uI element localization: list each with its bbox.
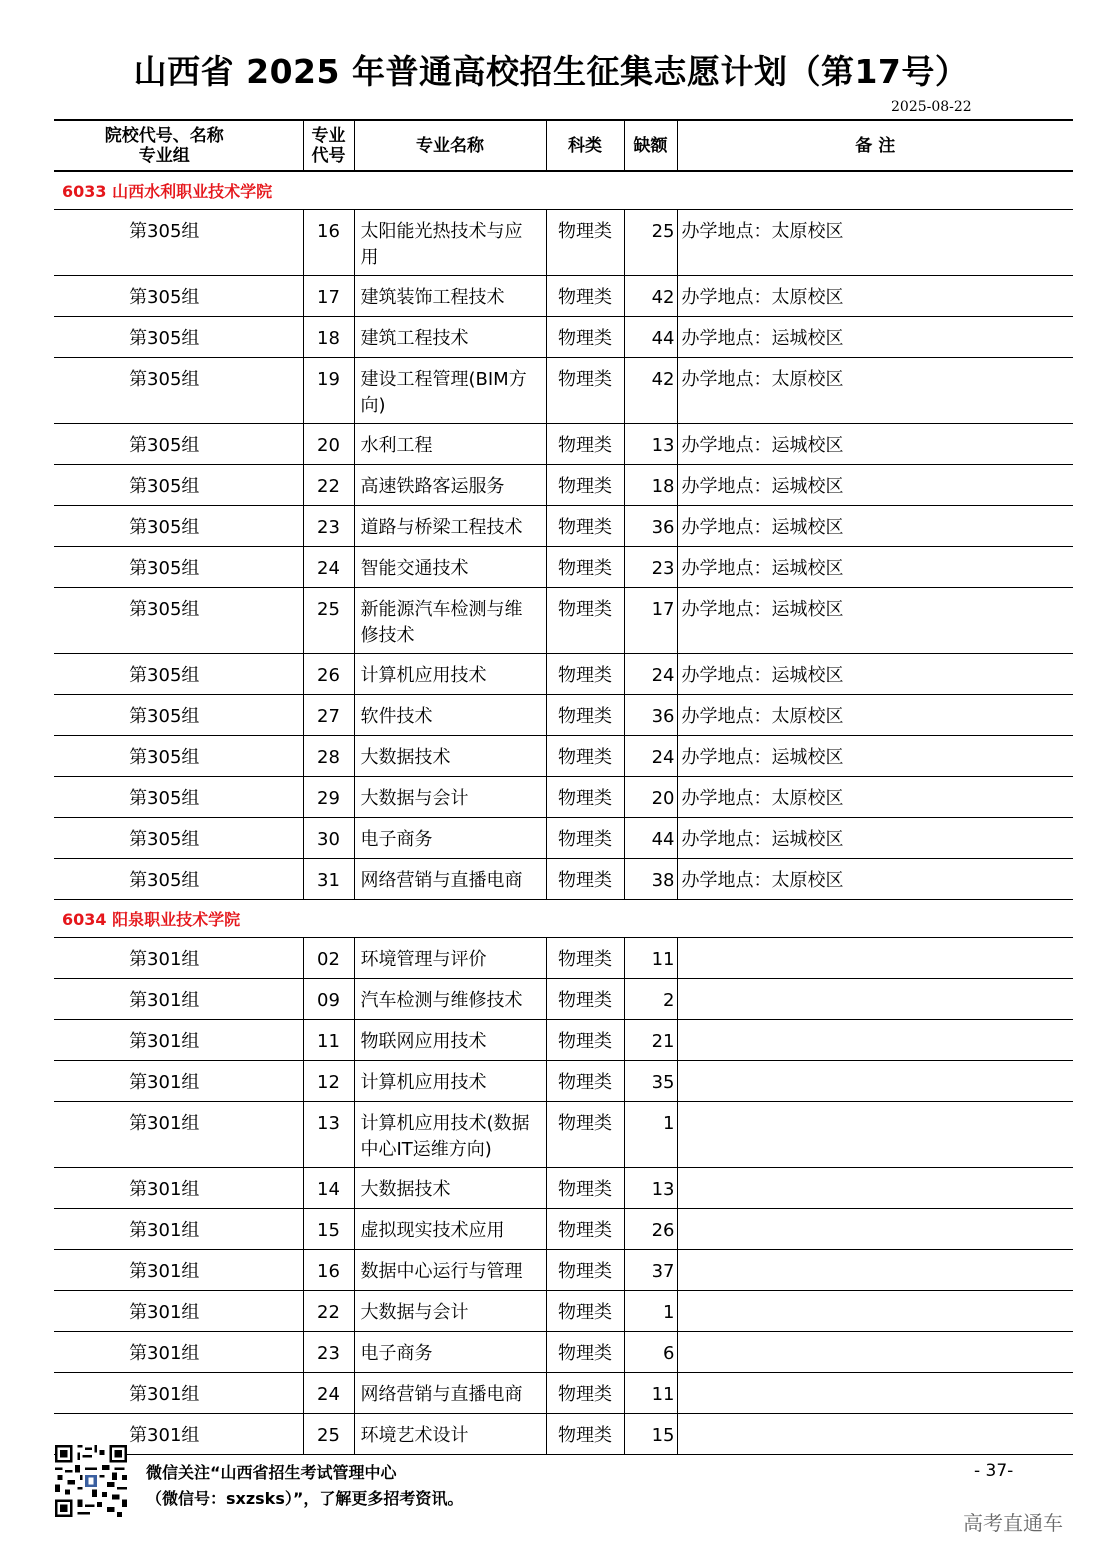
cell-note: 办学地点：太原校区 bbox=[677, 210, 1073, 276]
cell-code: 24 bbox=[303, 547, 354, 588]
cell-category: 物理类 bbox=[546, 1209, 624, 1250]
cell-name: 电子商务 bbox=[354, 818, 546, 859]
cell-name: 虚拟现实技术应用 bbox=[354, 1209, 546, 1250]
cell-name: 软件技术 bbox=[354, 695, 546, 736]
cell-code: 19 bbox=[303, 358, 354, 424]
cell-name: 物联网应用技术 bbox=[354, 1020, 546, 1061]
cell-category: 物理类 bbox=[546, 1102, 624, 1168]
table-row bbox=[54, 777, 1073, 818]
cell-name: 大数据与会计 bbox=[354, 1291, 546, 1332]
cell-group: 第305组 bbox=[54, 276, 303, 317]
cell-name: 网络营销与直播电商 bbox=[354, 1373, 546, 1414]
cell-code: 27 bbox=[303, 695, 354, 736]
cell-category: 物理类 bbox=[546, 506, 624, 547]
cell-category: 物理类 bbox=[546, 547, 624, 588]
cell-name: 新能源汽车检测与维修技术 bbox=[354, 588, 546, 654]
cell-note: 办学地点：运城校区 bbox=[677, 547, 1073, 588]
cell-quota: 21 bbox=[624, 1020, 677, 1061]
table-row bbox=[54, 654, 1073, 695]
cell-group: 第301组 bbox=[54, 1291, 303, 1332]
cell-note: 办学地点：太原校区 bbox=[677, 358, 1073, 424]
cell-quota: 23 bbox=[624, 547, 677, 588]
header-group-line2: 专业组 bbox=[138, 145, 190, 166]
cell-note bbox=[677, 938, 1073, 979]
cell-note: 办学地点：运城校区 bbox=[677, 654, 1073, 695]
cell-quota: 11 bbox=[624, 1373, 677, 1414]
table-row bbox=[54, 695, 1073, 736]
cell-group: 第305组 bbox=[54, 736, 303, 777]
cell-quota: 26 bbox=[624, 1209, 677, 1250]
cell-code: 16 bbox=[303, 1250, 354, 1291]
cell-quota: 13 bbox=[624, 424, 677, 465]
footer-notice bbox=[146, 1460, 463, 1512]
cell-quota: 37 bbox=[624, 1250, 677, 1291]
cell-code: 14 bbox=[303, 1168, 354, 1209]
cell-name: 计算机应用技术 bbox=[354, 1061, 546, 1102]
cell-code: 29 bbox=[303, 777, 354, 818]
cell-code: 20 bbox=[303, 424, 354, 465]
cell-note bbox=[677, 1061, 1073, 1102]
cell-category: 物理类 bbox=[546, 859, 624, 900]
cell-group: 第301组 bbox=[54, 1209, 303, 1250]
qr-code-icon bbox=[55, 1445, 127, 1517]
cell-note bbox=[677, 1373, 1073, 1414]
cell-quota: 24 bbox=[624, 654, 677, 695]
cell-code: 18 bbox=[303, 317, 354, 358]
cell-group: 第305组 bbox=[54, 859, 303, 900]
cell-category: 物理类 bbox=[546, 1250, 624, 1291]
cell-code: 16 bbox=[303, 210, 354, 276]
cell-group: 第305组 bbox=[54, 210, 303, 276]
cell-group: 第305组 bbox=[54, 695, 303, 736]
cell-quota: 13 bbox=[624, 1168, 677, 1209]
table-row bbox=[54, 1291, 1073, 1332]
header-code-line2: 代号 bbox=[311, 145, 346, 166]
table-row bbox=[54, 1250, 1073, 1291]
header-group-line1: 院校代号、名称 bbox=[104, 125, 224, 146]
cell-code: 13 bbox=[303, 1102, 354, 1168]
cell-category: 物理类 bbox=[546, 1061, 624, 1102]
cell-quota: 1 bbox=[624, 1291, 677, 1332]
cell-group: 第305组 bbox=[54, 654, 303, 695]
cell-name: 电子商务 bbox=[354, 1332, 546, 1373]
table-row bbox=[54, 317, 1073, 358]
cell-quota: 44 bbox=[624, 317, 677, 358]
cell-quota: 36 bbox=[624, 695, 677, 736]
table-row bbox=[54, 736, 1073, 777]
cell-group: 第305组 bbox=[54, 317, 303, 358]
cell-category: 物理类 bbox=[546, 210, 624, 276]
cell-note: 办学地点：运城校区 bbox=[677, 317, 1073, 358]
cell-group: 第301组 bbox=[54, 1373, 303, 1414]
table-row bbox=[54, 210, 1073, 276]
cell-name: 智能交通技术 bbox=[354, 547, 546, 588]
table-row bbox=[54, 547, 1073, 588]
header-category: 科类 bbox=[546, 120, 624, 171]
table-row bbox=[54, 1332, 1073, 1373]
cell-category: 物理类 bbox=[546, 588, 624, 654]
cell-note bbox=[677, 1250, 1073, 1291]
cell-note bbox=[677, 1291, 1073, 1332]
section-label: 6033 山西水利职业技术学院 bbox=[54, 171, 1073, 210]
cell-code: 28 bbox=[303, 736, 354, 777]
cell-note bbox=[677, 1332, 1073, 1373]
cell-name: 网络营销与直播电商 bbox=[354, 859, 546, 900]
table-row bbox=[54, 1061, 1073, 1102]
cell-quota: 25 bbox=[624, 210, 677, 276]
cell-note bbox=[677, 979, 1073, 1020]
cell-code: 30 bbox=[303, 818, 354, 859]
table-row bbox=[54, 1414, 1073, 1455]
cell-group: 第305组 bbox=[54, 424, 303, 465]
table-row bbox=[54, 1373, 1073, 1414]
cell-note bbox=[677, 1414, 1073, 1455]
cell-group: 第301组 bbox=[54, 1102, 303, 1168]
cell-group: 第305组 bbox=[54, 818, 303, 859]
cell-code: 26 bbox=[303, 654, 354, 695]
header-code-line1: 专业 bbox=[311, 125, 346, 146]
cell-name: 太阳能光热技术与应用 bbox=[354, 210, 546, 276]
header-note: 备 注 bbox=[677, 120, 1073, 171]
cell-quota: 38 bbox=[624, 859, 677, 900]
cell-code: 25 bbox=[303, 588, 354, 654]
cell-category: 物理类 bbox=[546, 1414, 624, 1455]
section-header bbox=[54, 171, 1073, 210]
cell-note: 办学地点：太原校区 bbox=[677, 695, 1073, 736]
cell-category: 物理类 bbox=[546, 1168, 624, 1209]
cell-code: 17 bbox=[303, 276, 354, 317]
cell-quota: 17 bbox=[624, 588, 677, 654]
cell-category: 物理类 bbox=[546, 424, 624, 465]
cell-name: 水利工程 bbox=[354, 424, 546, 465]
header-name: 专业名称 bbox=[354, 120, 546, 171]
cell-quota: 42 bbox=[624, 276, 677, 317]
cell-code: 22 bbox=[303, 465, 354, 506]
cell-note: 办学地点：太原校区 bbox=[677, 859, 1073, 900]
cell-group: 第305组 bbox=[54, 358, 303, 424]
cell-quota: 1 bbox=[624, 1102, 677, 1168]
cell-category: 物理类 bbox=[546, 777, 624, 818]
cell-code: 23 bbox=[303, 506, 354, 547]
cell-category: 物理类 bbox=[546, 979, 624, 1020]
cell-quota: 24 bbox=[624, 736, 677, 777]
cell-category: 物理类 bbox=[546, 465, 624, 506]
table-row bbox=[54, 1020, 1073, 1061]
table-row bbox=[54, 276, 1073, 317]
cell-group: 第305组 bbox=[54, 506, 303, 547]
cell-category: 物理类 bbox=[546, 736, 624, 777]
cell-code: 31 bbox=[303, 859, 354, 900]
cell-note bbox=[677, 1020, 1073, 1061]
cell-name: 高速铁路客运服务 bbox=[354, 465, 546, 506]
cell-quota: 42 bbox=[624, 358, 677, 424]
cell-category: 物理类 bbox=[546, 317, 624, 358]
cell-quota: 44 bbox=[624, 818, 677, 859]
cell-note: 办学地点：运城校区 bbox=[677, 818, 1073, 859]
cell-code: 23 bbox=[303, 1332, 354, 1373]
table-row bbox=[54, 506, 1073, 547]
plan-table bbox=[54, 119, 1073, 1455]
cell-note: 办学地点：运城校区 bbox=[677, 465, 1073, 506]
cell-group: 第301组 bbox=[54, 1250, 303, 1291]
cell-category: 物理类 bbox=[546, 1291, 624, 1332]
cell-category: 物理类 bbox=[546, 818, 624, 859]
cell-code: 22 bbox=[303, 1291, 354, 1332]
cell-note bbox=[677, 1168, 1073, 1209]
brand-watermark: 高考直通车 bbox=[963, 1511, 1063, 1535]
cell-name: 计算机应用技术(数据中心IT运维方向) bbox=[354, 1102, 546, 1168]
page-number: - 37- bbox=[974, 1461, 1014, 1481]
cell-category: 物理类 bbox=[546, 1373, 624, 1414]
cell-name: 计算机应用技术 bbox=[354, 654, 546, 695]
cell-group: 第305组 bbox=[54, 588, 303, 654]
cell-note: 办学地点：运城校区 bbox=[677, 506, 1073, 547]
cell-category: 物理类 bbox=[546, 695, 624, 736]
cell-quota: 6 bbox=[624, 1332, 677, 1373]
cell-name: 大数据技术 bbox=[354, 1168, 546, 1209]
cell-group: 第305组 bbox=[54, 547, 303, 588]
cell-name: 建筑工程技术 bbox=[354, 317, 546, 358]
cell-category: 物理类 bbox=[546, 1020, 624, 1061]
footer-line-2: （微信号：sxzsks）”，了解更多招考资讯。 bbox=[146, 1489, 464, 1508]
cell-quota: 11 bbox=[624, 938, 677, 979]
cell-group: 第301组 bbox=[54, 1020, 303, 1061]
cell-group: 第301组 bbox=[54, 979, 303, 1020]
cell-code: 02 bbox=[303, 938, 354, 979]
cell-quota: 2 bbox=[624, 979, 677, 1020]
section-label: 6034 阳泉职业技术学院 bbox=[54, 900, 1073, 938]
cell-group: 第305组 bbox=[54, 777, 303, 818]
footer-line-1: 微信关注“山西省招生考试管理中心 bbox=[146, 1463, 397, 1482]
cell-category: 物理类 bbox=[546, 358, 624, 424]
cell-group: 第301组 bbox=[54, 1168, 303, 1209]
cell-name: 大数据与会计 bbox=[354, 777, 546, 818]
cell-name: 汽车检测与维修技术 bbox=[354, 979, 546, 1020]
table-row bbox=[54, 818, 1073, 859]
section-header bbox=[54, 900, 1073, 938]
cell-category: 物理类 bbox=[546, 938, 624, 979]
cell-note bbox=[677, 1209, 1073, 1250]
cell-name: 环境艺术设计 bbox=[354, 1414, 546, 1455]
table-row bbox=[54, 1209, 1073, 1250]
cell-quota: 18 bbox=[624, 465, 677, 506]
cell-name: 大数据技术 bbox=[354, 736, 546, 777]
header-quota: 缺额 bbox=[624, 120, 677, 171]
cell-note bbox=[677, 1102, 1073, 1168]
cell-quota: 20 bbox=[624, 777, 677, 818]
table-row bbox=[54, 938, 1073, 979]
cell-group: 第305组 bbox=[54, 465, 303, 506]
cell-note: 办学地点：太原校区 bbox=[677, 276, 1073, 317]
page-title: 山西省 2025 年普通高校招生征集志愿计划（第17号） bbox=[133, 52, 969, 91]
cell-group: 第301组 bbox=[54, 1061, 303, 1102]
cell-category: 物理类 bbox=[546, 276, 624, 317]
cell-note: 办学地点：运城校区 bbox=[677, 424, 1073, 465]
table-row bbox=[54, 358, 1073, 424]
table-header bbox=[54, 120, 1073, 171]
table-row bbox=[54, 859, 1073, 900]
cell-code: 12 bbox=[303, 1061, 354, 1102]
cell-name: 建设工程管理(BIM方向) bbox=[354, 358, 546, 424]
cell-group: 第301组 bbox=[54, 938, 303, 979]
header-group bbox=[54, 120, 303, 171]
cell-note: 办学地点：运城校区 bbox=[677, 588, 1073, 654]
cell-name: 环境管理与评价 bbox=[354, 938, 546, 979]
header-code bbox=[303, 120, 354, 171]
table-row bbox=[54, 588, 1073, 654]
cell-code: 25 bbox=[303, 1414, 354, 1455]
cell-note: 办学地点：太原校区 bbox=[677, 777, 1073, 818]
cell-category: 物理类 bbox=[546, 654, 624, 695]
cell-name: 数据中心运行与管理 bbox=[354, 1250, 546, 1291]
cell-code: 09 bbox=[303, 979, 354, 1020]
cell-code: 24 bbox=[303, 1373, 354, 1414]
cell-note: 办学地点：运城校区 bbox=[677, 736, 1073, 777]
table-row bbox=[54, 424, 1073, 465]
cell-code: 15 bbox=[303, 1209, 354, 1250]
cell-quota: 15 bbox=[624, 1414, 677, 1455]
cell-quota: 35 bbox=[624, 1061, 677, 1102]
table-row bbox=[54, 1168, 1073, 1209]
table-row bbox=[54, 465, 1073, 506]
cell-category: 物理类 bbox=[546, 1332, 624, 1373]
cell-group: 第301组 bbox=[54, 1332, 303, 1373]
table-row bbox=[54, 979, 1073, 1020]
cell-name: 建筑装饰工程技术 bbox=[354, 276, 546, 317]
table-row bbox=[54, 1102, 1073, 1168]
cell-name: 道路与桥梁工程技术 bbox=[354, 506, 546, 547]
publish-date: 2025-08-22 bbox=[891, 99, 972, 115]
cell-quota: 36 bbox=[624, 506, 677, 547]
cell-group: 第301组 bbox=[54, 1414, 303, 1455]
cell-code: 11 bbox=[303, 1020, 354, 1061]
